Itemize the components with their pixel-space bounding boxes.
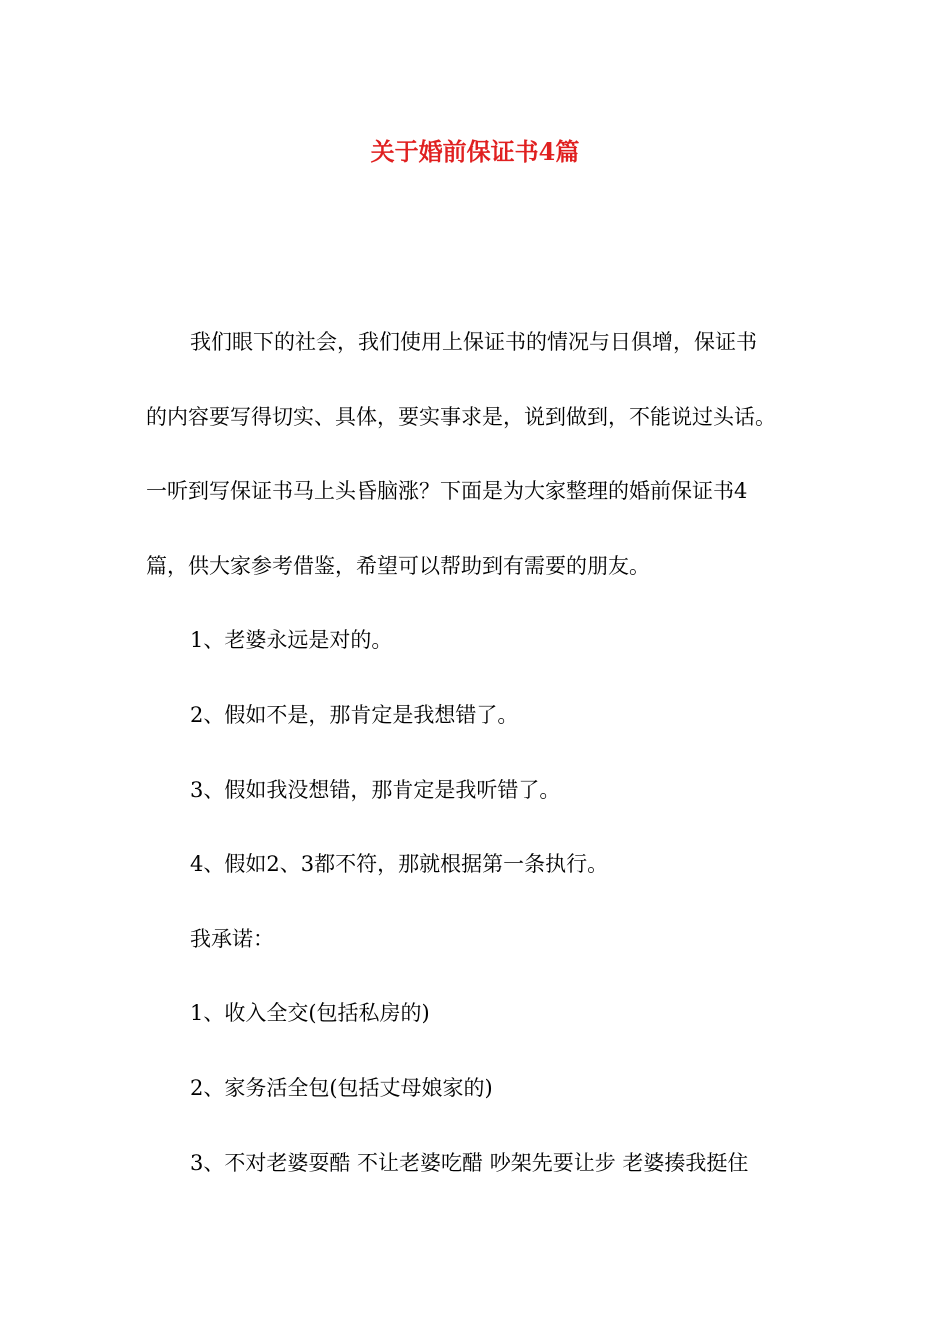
promise-heading: 我承诺： [190,926,274,951]
list-item-2: 2、假如不是，那肯定是我想错了。 [190,702,519,727]
paragraph-line-1: 我们眼下的社会，我们使用上保证书的情况与日俱增，保证书 [190,330,757,354]
paragraph-line-4: 篇，供大家参考借鉴，希望可以帮助到有需要的朋友。 [146,553,650,578]
paragraph-line-2: 的内容要写得切实、具体，要实事求是，说到做到，不能说过头话。 [146,404,776,429]
list-item-4: 4、假如2、3都不符，那就根据第一条执行。 [190,852,609,877]
paragraph-line-3: 一听到写保证书马上头昏脑涨？下面是为大家整理的婚前保证书4 [146,479,748,504]
document-body [146,322,826,1217]
list-item-1: 1、老婆永远是对的。 [190,628,393,653]
document-title: 关于婚前保证书4篇 [370,137,580,166]
promise-item-2: 2、家务活全包(包括丈母娘家的) [190,1075,493,1100]
list-item-3: 3、假如我没想错，那肯定是我听错了。 [190,777,561,802]
promise-item-1: 1、收入全交(包括私房的) [190,1001,430,1026]
promise-item-3: 3、不对老婆耍酷 不让老婆吃醋 吵架先要让步 老婆揍我挺住 [190,1150,749,1175]
